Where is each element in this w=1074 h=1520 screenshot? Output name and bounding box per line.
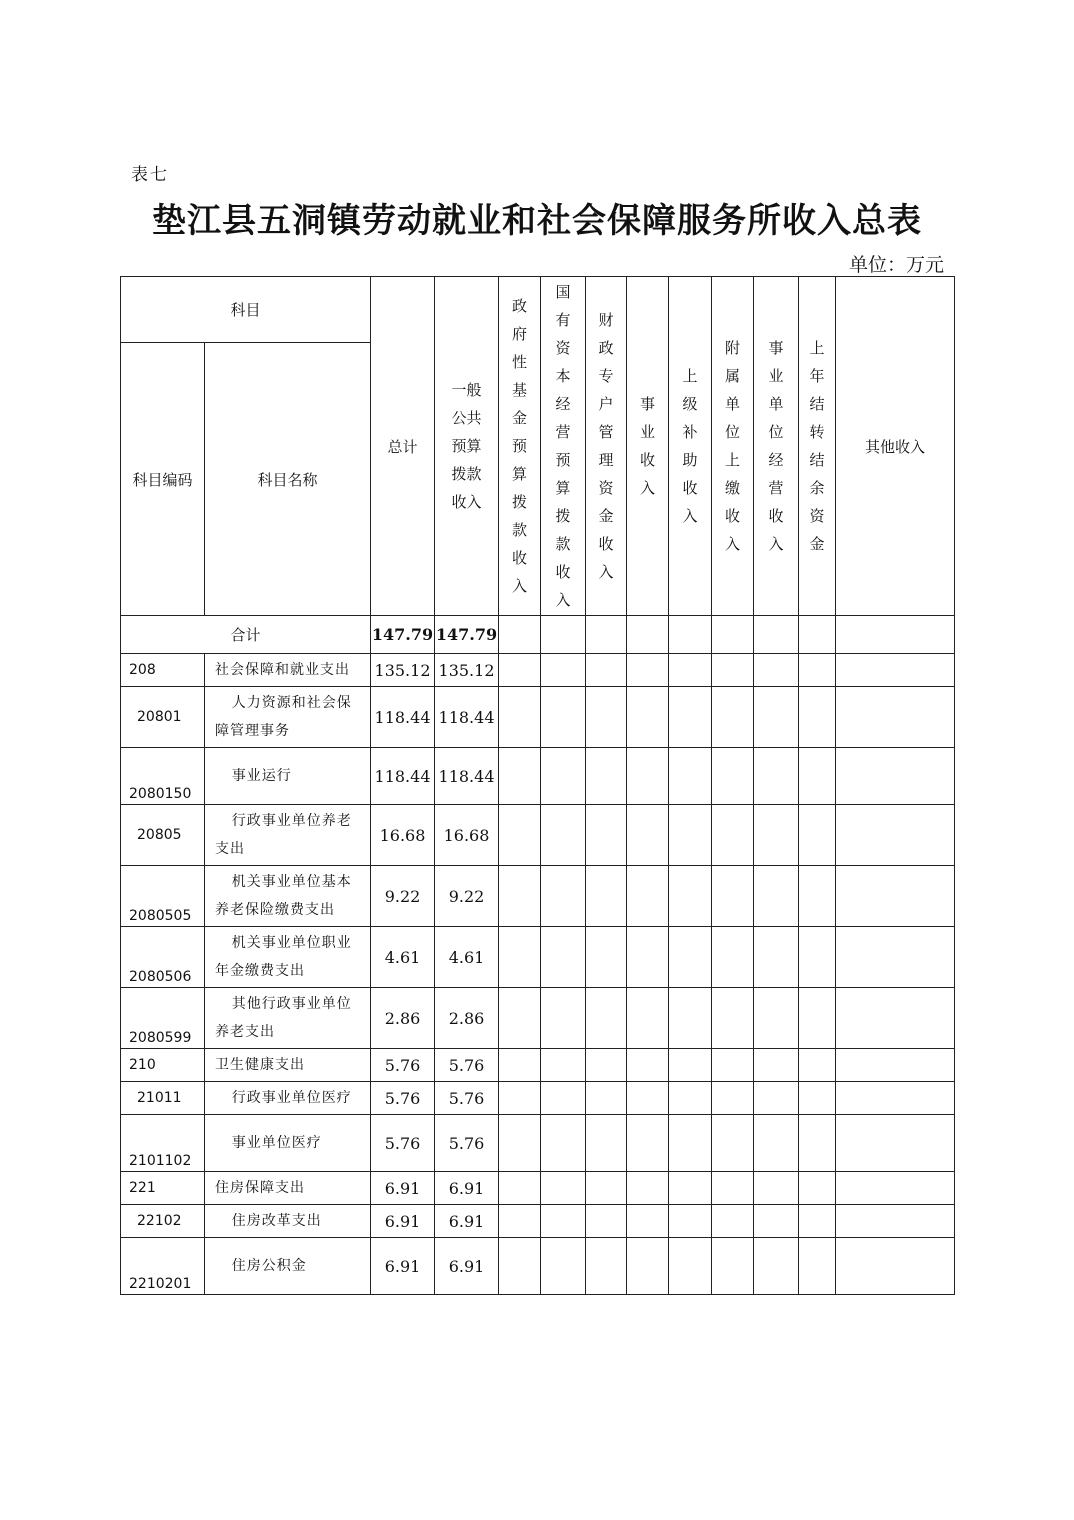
empty-cell: [754, 1082, 799, 1115]
empty-cell: [499, 1082, 541, 1115]
table-row: [121, 988, 955, 1049]
empty-cell: [669, 1115, 712, 1172]
header-other-income: 其他收入: [836, 277, 955, 616]
empty-cell: [836, 927, 955, 988]
header-superior-subsidy: 上 级 补 助 收 入: [669, 277, 712, 616]
empty-cell: [669, 748, 712, 805]
empty-cell: [836, 1205, 955, 1238]
row-code: 2080150: [121, 748, 205, 805]
empty-cell: [586, 1238, 627, 1295]
empty-cell: [712, 1115, 754, 1172]
empty-cell: [499, 1049, 541, 1082]
header-business-operation: 事 业 单 位 经 营 收 入: [754, 277, 799, 616]
table-row: [121, 866, 955, 927]
row-general: 118.44: [435, 687, 499, 748]
row-total: 6.91: [371, 1238, 435, 1295]
row-code: 20805: [121, 805, 205, 866]
empty-cell: [586, 1205, 627, 1238]
row-total: 6.91: [371, 1205, 435, 1238]
table-row: [121, 1172, 955, 1205]
empty-cell: [836, 654, 955, 687]
empty-cell: [836, 805, 955, 866]
empty-cell: [754, 654, 799, 687]
empty-cell: [754, 1238, 799, 1295]
table-row: [121, 748, 955, 805]
row-name: 行政事业单位养老支出: [205, 805, 371, 866]
empty-cell: [799, 927, 836, 988]
empty-cell: [836, 1172, 955, 1205]
row-name: 其他行政事业单位养老支出: [205, 988, 371, 1049]
row-general: 6.91: [435, 1172, 499, 1205]
table-row: [121, 1049, 955, 1082]
empty-cell: [586, 1115, 627, 1172]
row-general: 6.91: [435, 1205, 499, 1238]
page-title: 垫江县五洞镇劳动就业和社会保障服务所收入总表: [152, 201, 922, 241]
sum-total: 147.79: [371, 616, 435, 654]
empty-cell: [499, 805, 541, 866]
empty-cell: [799, 654, 836, 687]
sum-general: 147.79: [435, 616, 499, 654]
empty-cell: [754, 1172, 799, 1205]
row-general: 5.76: [435, 1115, 499, 1172]
row-code: 22102: [121, 1205, 205, 1238]
empty-cell: [799, 1115, 836, 1172]
empty-cell: [799, 1172, 836, 1205]
empty-cell: [586, 748, 627, 805]
empty-cell: [499, 988, 541, 1049]
empty-cell: [799, 1049, 836, 1082]
empty-cell: [712, 1082, 754, 1115]
empty-cell: [669, 654, 712, 687]
empty-cell: [836, 1082, 955, 1115]
empty-cell: [541, 805, 586, 866]
empty-cell: [627, 1172, 669, 1205]
empty-cell: [712, 1205, 754, 1238]
empty-cell: [669, 927, 712, 988]
empty-cell: [799, 687, 836, 748]
empty-cell: [627, 1049, 669, 1082]
row-total: 118.44: [371, 687, 435, 748]
empty-cell: [627, 1205, 669, 1238]
empty-cell: [541, 1082, 586, 1115]
table-row: [121, 1205, 955, 1238]
empty-cell: [799, 988, 836, 1049]
header-general-public: 一般 公共 预算 拨款 收入: [435, 277, 499, 616]
empty-cell: [712, 988, 754, 1049]
row-name: 机关事业单位职业年金缴费支出: [205, 927, 371, 988]
row-code: 210: [121, 1049, 205, 1082]
empty-cell: [541, 687, 586, 748]
row-total: 9.22: [371, 866, 435, 927]
empty-cell: [541, 1238, 586, 1295]
header-business-income: 事 业 收 入: [627, 277, 669, 616]
empty-cell: [669, 1238, 712, 1295]
empty-cell: [836, 1115, 955, 1172]
empty-cell: [499, 927, 541, 988]
empty-cell: [754, 927, 799, 988]
empty-cell: [754, 748, 799, 805]
empty-cell: [627, 1238, 669, 1295]
empty-cell: [586, 988, 627, 1049]
empty-cell: [627, 1082, 669, 1115]
empty-cell: [586, 1172, 627, 1205]
row-name: 机关事业单位基本养老保险缴费支出: [205, 866, 371, 927]
row-total: 118.44: [371, 748, 435, 805]
empty-cell: [712, 748, 754, 805]
empty-cell: [586, 805, 627, 866]
row-code: 2080599: [121, 988, 205, 1049]
table-row: [121, 1082, 955, 1115]
row-code: 208: [121, 654, 205, 687]
table-row: [121, 1115, 955, 1172]
row-code: 21011: [121, 1082, 205, 1115]
empty-cell: [754, 1205, 799, 1238]
empty-cell: [541, 1172, 586, 1205]
header-state-capital: 国 有 资 本 经 营 预 算 拨 款 收 入: [541, 277, 586, 616]
row-total: 5.76: [371, 1049, 435, 1082]
empty-cell: [499, 1238, 541, 1295]
empty-cell: [586, 1082, 627, 1115]
row-general: 16.68: [435, 805, 499, 866]
empty-cell: [499, 687, 541, 748]
row-name: 住房保障支出: [205, 1172, 371, 1205]
empty-cell: [627, 866, 669, 927]
row-general: 5.76: [435, 1082, 499, 1115]
empty-cell: [836, 988, 955, 1049]
empty-cell: [669, 1082, 712, 1115]
row-name: 社会保障和就业支出: [205, 654, 371, 687]
empty-cell: [627, 927, 669, 988]
row-general: 5.76: [435, 1049, 499, 1082]
header-total: 总计: [371, 277, 435, 616]
table-number-label: 表七: [131, 165, 169, 185]
table-row: [121, 654, 955, 687]
empty-cell: [669, 687, 712, 748]
empty-cell: [541, 748, 586, 805]
row-name: 住房公积金: [205, 1238, 371, 1295]
row-total: 2.86: [371, 988, 435, 1049]
empty-cell: [836, 687, 955, 748]
row-general: 118.44: [435, 748, 499, 805]
header-affiliated: 附 属 单 位 上 缴 收 入: [712, 277, 754, 616]
empty-cell: [712, 654, 754, 687]
row-code: 221: [121, 1172, 205, 1205]
row-code: 2101102: [121, 1115, 205, 1172]
row-name: 事业运行: [205, 748, 371, 805]
empty-cell: [712, 687, 754, 748]
row-general: 6.91: [435, 1238, 499, 1295]
empty-cell: [627, 654, 669, 687]
row-name: 事业单位医疗: [205, 1115, 371, 1172]
empty-cell: [499, 748, 541, 805]
empty-cell: [499, 1172, 541, 1205]
row-general: 9.22: [435, 866, 499, 927]
empty-cell: [712, 1172, 754, 1205]
empty-cell: [799, 866, 836, 927]
empty-cell: [712, 866, 754, 927]
sum-row: [121, 616, 955, 654]
empty-cell: [669, 988, 712, 1049]
empty-cell: [836, 1049, 955, 1082]
row-total: 6.91: [371, 1172, 435, 1205]
empty-cell: [541, 988, 586, 1049]
empty-cell: [754, 988, 799, 1049]
empty-cell: [627, 1115, 669, 1172]
empty-cell: [627, 687, 669, 748]
empty-cell: [836, 1238, 955, 1295]
empty-cell: [541, 927, 586, 988]
empty-cell: [754, 1115, 799, 1172]
empty-cell: [712, 927, 754, 988]
sum-label: 合计: [121, 616, 371, 654]
empty-cell: [799, 748, 836, 805]
empty-cell: [541, 1049, 586, 1082]
row-total: 135.12: [371, 654, 435, 687]
empty-cell: [669, 1172, 712, 1205]
row-total: 4.61: [371, 927, 435, 988]
empty-cell: [499, 866, 541, 927]
row-general: 135.12: [435, 654, 499, 687]
empty-cell: [541, 654, 586, 687]
empty-cell: [627, 988, 669, 1049]
empty-cell: [799, 805, 836, 866]
table-row: [121, 1238, 955, 1295]
row-total: 16.68: [371, 805, 435, 866]
empty-cell: [627, 805, 669, 866]
empty-cell: [669, 1205, 712, 1238]
row-general: 4.61: [435, 927, 499, 988]
empty-cell: [541, 1115, 586, 1172]
header-gov-fund: 政 府 性 基 金 预 算 拨 款 收 入: [499, 277, 541, 616]
empty-cell: [586, 927, 627, 988]
row-general: 2.86: [435, 988, 499, 1049]
row-code: 2210201: [121, 1238, 205, 1295]
table-row: [121, 805, 955, 866]
row-code: 20801: [121, 687, 205, 748]
empty-cell: [754, 1049, 799, 1082]
row-total: 5.76: [371, 1082, 435, 1115]
header-fiscal-special: 财 政 专 户 管 理 资 金 收 入: [586, 277, 627, 616]
empty-cell: [627, 748, 669, 805]
empty-cell: [586, 687, 627, 748]
header-carryover: 上 年 结 转 结 余 资 金: [799, 277, 836, 616]
income-summary-table: [120, 276, 955, 1295]
empty-cell: [541, 866, 586, 927]
empty-cell: [669, 866, 712, 927]
empty-cell: [836, 748, 955, 805]
row-code: 2080505: [121, 866, 205, 927]
unit-label: 单位：万元: [848, 254, 944, 276]
empty-cell: [669, 805, 712, 866]
empty-cell: [499, 654, 541, 687]
header-subject: 科目: [121, 277, 371, 343]
empty-cell: [799, 1238, 836, 1295]
row-name: 人力资源和社会保障管理事务: [205, 687, 371, 748]
empty-cell: [836, 866, 955, 927]
empty-cell: [541, 1205, 586, 1238]
empty-cell: [712, 1049, 754, 1082]
empty-cell: [754, 866, 799, 927]
header-name: 科目名称: [205, 343, 371, 616]
table-row: [121, 927, 955, 988]
empty-cell: [712, 805, 754, 866]
empty-cell: [754, 805, 799, 866]
table-row: [121, 687, 955, 748]
row-code: 2080506: [121, 927, 205, 988]
empty-cell: [712, 1238, 754, 1295]
header-code: 科目编码: [121, 343, 205, 616]
empty-cell: [799, 1205, 836, 1238]
empty-cell: [586, 866, 627, 927]
empty-cell: [499, 1205, 541, 1238]
empty-cell: [669, 1049, 712, 1082]
empty-cell: [499, 1115, 541, 1172]
empty-cell: [586, 1049, 627, 1082]
row-name: 卫生健康支出: [205, 1049, 371, 1082]
row-total: 5.76: [371, 1115, 435, 1172]
row-name: 行政事业单位医疗: [205, 1082, 371, 1115]
row-name: 住房改革支出: [205, 1205, 371, 1238]
empty-cell: [754, 687, 799, 748]
empty-cell: [799, 1082, 836, 1115]
empty-cell: [586, 654, 627, 687]
